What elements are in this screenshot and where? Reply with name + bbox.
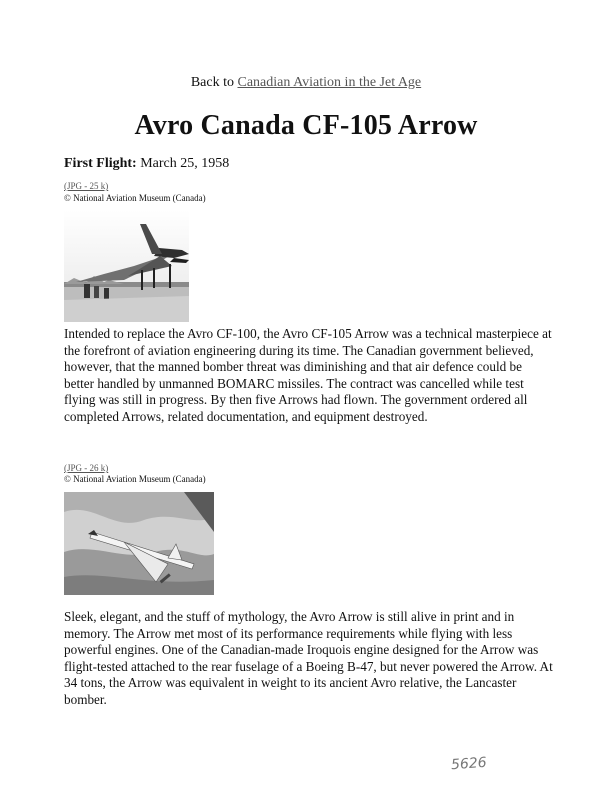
image-link-2[interactable]: (JPG - 26 k)	[64, 463, 109, 473]
breadcrumb-nav	[0, 75, 612, 91]
first-flight-label: First Flight:	[64, 156, 137, 171]
first-flight-value: March 25, 1958	[140, 156, 230, 171]
paragraph-2: Sleek, elegant, and the stuff of mythology, the Avro Arrow is still alive in print and in memory. The Arrow met most of its performance requirements while flying with less powerful engines. One of the Canadian-made Iroquois engine designed for the Arrow was flight-tested attached to the rear fuselage of a Boeing B-47, but never powered the Arrow. At 34 tons, the Arrow was equivalent in weight to its ancient Avro relative, the Lancaster bomber.	[64, 609, 553, 707]
image-link-1[interactable]: (JPG - 25 k)	[64, 181, 109, 191]
back-link[interactable]: Canadian Aviation in the Jet Age	[237, 75, 422, 90]
image-credit-1: © National Aviation Museum (Canada)	[64, 193, 206, 203]
nav-prefix: Back to	[190, 75, 234, 90]
paragraph-1: Intended to replace the Avro CF-100, the Avro CF-105 Arrow was a technical masterpiece at the forefront of aviation engineering during its time. The Canadian government believed, however, that the manned bomber threat was diminishing and that air defence could be better handled by unmanned BOMARC missiles. The contract was cancelled while test flying was still in progress. By then five Arrows had flown. The government ordered all completed Arrows, related documentation, and equipment destroyed.	[64, 326, 552, 424]
image-credit-2: © National Aviation Museum (Canada)	[64, 474, 206, 484]
page-title: Avro Canada CF-105 Arrow	[134, 110, 478, 141]
first-flight	[64, 156, 229, 172]
handwritten-note: 5626	[450, 754, 488, 774]
aircraft-photo-ground[interactable]	[64, 210, 189, 322]
aircraft-photo-flight[interactable]	[64, 492, 214, 595]
